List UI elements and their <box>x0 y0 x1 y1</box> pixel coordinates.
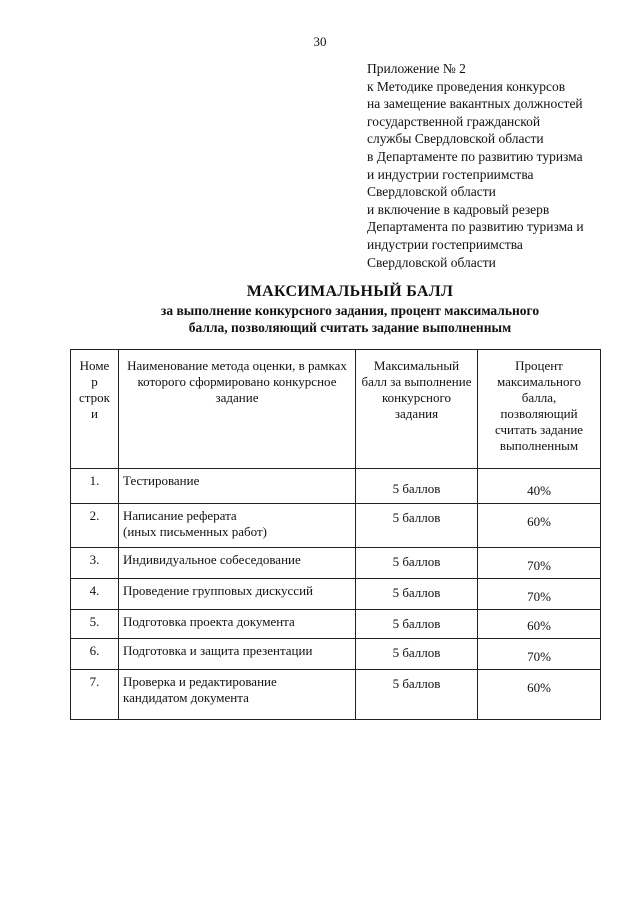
percent-value: 60% <box>478 504 601 548</box>
title-subtitle-line: за выполнение конкурсного задания, процент максимального <box>160 303 540 318</box>
method-name: Проверка и редактирование кандидатом документа <box>119 670 356 720</box>
max-points: 5 баллов <box>356 469 478 504</box>
table-row <box>71 610 601 639</box>
appendix-header <box>367 60 637 271</box>
scores-table <box>70 349 601 720</box>
row-number: 5. <box>71 610 119 639</box>
percent-value: 60% <box>478 670 601 720</box>
appendix-line: государственной гражданской <box>367 113 541 129</box>
page-number: 30 <box>313 34 327 49</box>
max-points: 5 баллов <box>356 610 478 639</box>
row-number: 2. <box>71 504 119 548</box>
percent-value: 60% <box>478 610 601 639</box>
table-row <box>71 639 601 670</box>
table-row <box>71 670 601 720</box>
header-row-number: Номе р строк и <box>71 350 119 469</box>
method-name: Тестирование <box>119 469 356 504</box>
method-name: Индивидуальное собеседование <box>119 548 356 579</box>
header-max-points: Максимальный балл за выполнение конкурсного задания <box>356 350 478 469</box>
appendix-line: в Департаменте по развитию туризма <box>367 148 583 164</box>
percent-value: 70% <box>478 548 601 579</box>
title-subtitle-line: балла, позволяющий считать задание выполненным <box>188 320 512 335</box>
appendix-line: Приложение № 2 <box>367 61 466 76</box>
max-points: 5 баллов <box>356 639 478 670</box>
appendix-line: и включение в кадровый резерв <box>367 201 550 217</box>
method-name: Проведение групповых дискуссий <box>119 579 356 610</box>
title-main: МАКСИМАЛЬНЫЙ БАЛЛ <box>246 283 454 300</box>
appendix-line: к Методике проведения конкурсов <box>367 78 566 94</box>
appendix-line: на замещение вакантных должностей <box>367 96 583 112</box>
row-number: 4. <box>71 579 119 610</box>
header-method: Наименование метода оценки, в рамках которого сформировано конкурсное задание <box>119 350 356 469</box>
appendix-line: и индустрии гостеприимства <box>367 166 534 182</box>
method-name: Подготовка и защита презентации <box>119 639 356 670</box>
table-row <box>71 504 601 548</box>
row-number: 6. <box>71 639 119 670</box>
appendix-line: индустрии гостеприимства <box>367 236 523 252</box>
method-name: Написание реферата (иных письменных работ) <box>119 504 356 548</box>
table-row <box>71 469 601 504</box>
max-points: 5 баллов <box>356 504 478 548</box>
appendix-line: Департамента по развитию туризма и <box>367 219 584 235</box>
row-number: 7. <box>71 670 119 720</box>
table-row <box>71 548 601 579</box>
header-percent: Процент максимального балла, позволяющий считать задание выполненным <box>478 350 601 469</box>
max-points: 5 баллов <box>356 670 478 720</box>
document-title <box>90 282 610 336</box>
method-name: Подготовка проекта документа <box>119 610 356 639</box>
appendix-line: Свердловской области <box>367 254 496 270</box>
max-points: 5 баллов <box>356 548 478 579</box>
appendix-line: Свердловской области <box>367 184 496 200</box>
max-points: 5 баллов <box>356 579 478 610</box>
table-header-row <box>71 350 601 469</box>
percent-value: 70% <box>478 579 601 610</box>
percent-value: 40% <box>478 469 601 504</box>
table-row <box>71 579 601 610</box>
row-number: 1. <box>71 469 119 504</box>
appendix-line: службы Свердловской области <box>367 131 544 147</box>
row-number: 3. <box>71 548 119 579</box>
percent-value: 70% <box>478 639 601 670</box>
